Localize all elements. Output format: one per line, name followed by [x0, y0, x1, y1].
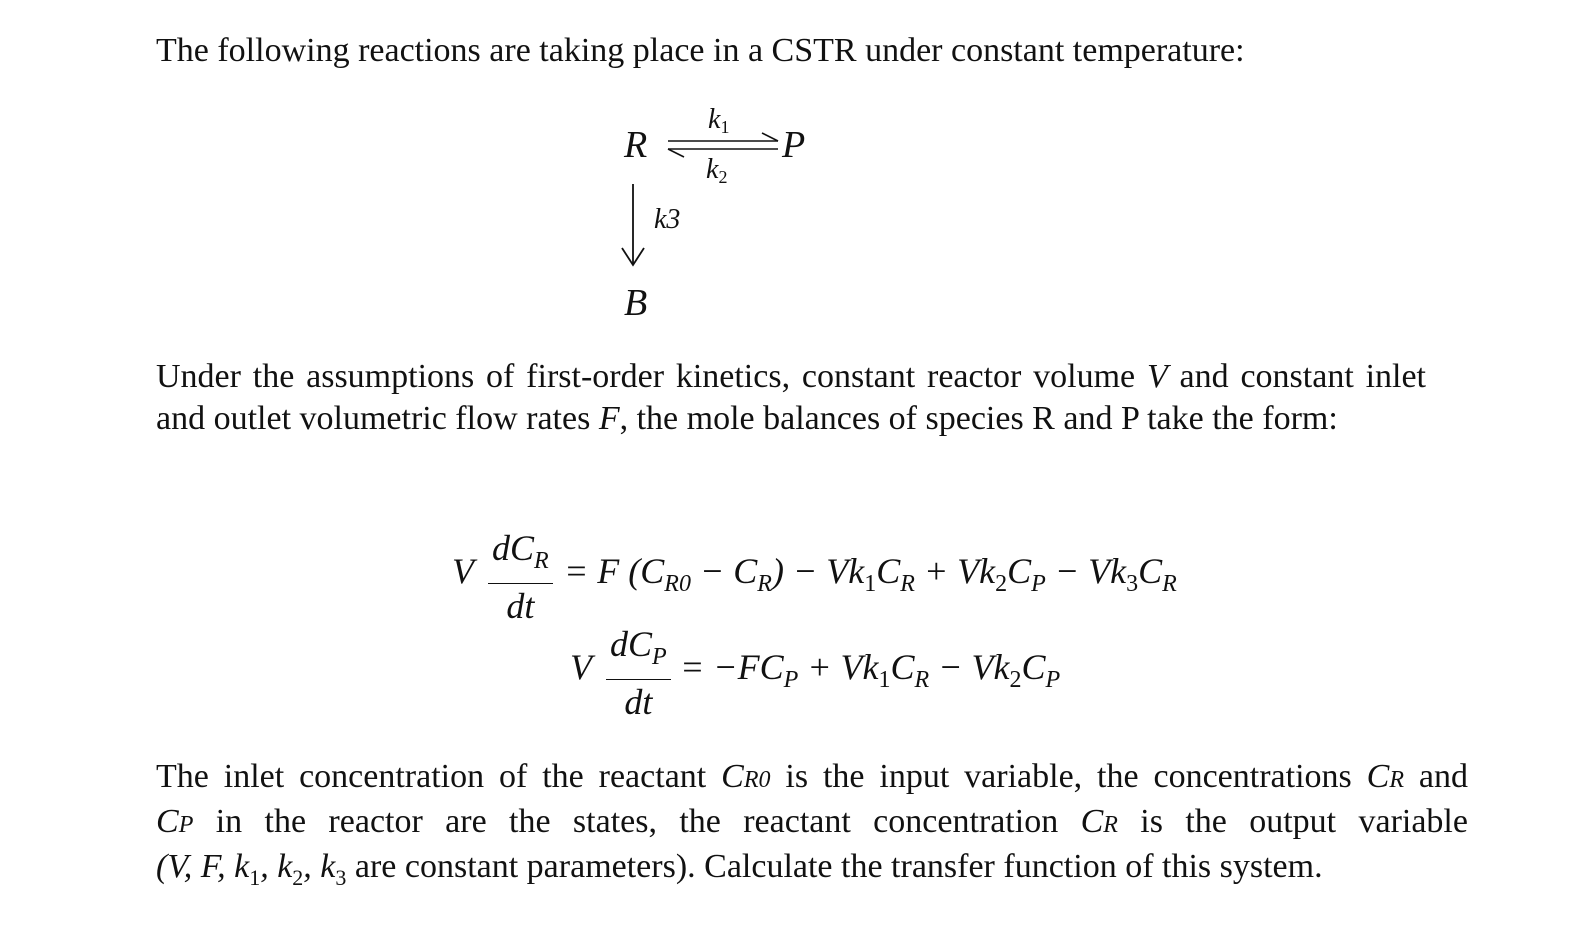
eq1-rhs — [564, 550, 1177, 598]
assumptions-paragraph: Under the assumptions of first-order kinetics, constant reactor volume V and constant inlet and outlet volumetric flow rates F, the mole balances of species R and P take the form: — [156, 358, 1427, 437]
eq1-sub-6: 3 — [1126, 571, 1139, 597]
problem-line-2: CP in the reactor are the states, the reactant concentration CR is the output variable — [156, 803, 1468, 840]
eq2-sub-4: P — [1045, 667, 1061, 693]
eq2-term-2: C — [890, 647, 915, 687]
eq1-term-1: − C — [690, 551, 758, 591]
problem-line-1: The inlet concentration of the reactant CR0 is the input variable, the concentrations CR and — [156, 758, 1468, 795]
eq1-sub-3: R — [900, 571, 915, 597]
eq1-sub-7: R — [1162, 571, 1177, 597]
eq2-term-0: = −FC — [680, 647, 784, 687]
species-b: B — [624, 282, 648, 324]
eq1-term-3: C — [876, 551, 901, 591]
eq1-term-0: = F (C — [564, 551, 665, 591]
eq1-term-2: ) − Vk — [771, 551, 865, 591]
eq1-sub-1: R — [757, 571, 772, 597]
eq1-derivative: $dC_R$ dt — [488, 528, 553, 626]
k1-label: $k_1$ — [708, 104, 730, 137]
species-p: P — [782, 124, 806, 166]
species-r: R — [624, 124, 648, 166]
eq1-term-6: − Vk — [1045, 551, 1127, 591]
eq1-sub-0: R0 — [664, 571, 691, 597]
eq1-sub-2: 1 — [864, 571, 877, 597]
eq2-sub-1: 1 — [878, 667, 891, 693]
reaction-arrows — [0, 0, 1584, 340]
eq2-sub-3: 2 — [1009, 667, 1022, 693]
eq2-lhs-v: V — [570, 647, 592, 687]
eq1-lhs-v: V — [452, 551, 474, 591]
intro-text: The following reactions are taking place in a CSTR under constant temperature: — [156, 32, 1245, 69]
k3-label: k3 — [654, 204, 681, 235]
eq2-rhs — [680, 646, 1060, 694]
eq2-derivative: $dC_P$ dt — [606, 624, 671, 722]
eq1-term-4: + Vk — [914, 551, 996, 591]
forward-arrow-head — [762, 133, 778, 141]
eq1-term-7: C — [1138, 551, 1163, 591]
eq2-term-1: + Vk — [798, 647, 879, 687]
problem-line-3: (V, F, $k_1$, $k_2$, $k_3$ are constant parameters). Calculate the transfer function of this system. — [156, 848, 1323, 890]
reaction-scheme — [0, 0, 1584, 340]
eq1-sub-5: P — [1031, 571, 1046, 597]
eq2-term-3: − Vk — [929, 647, 1010, 687]
eq2-sub-0: P — [783, 667, 799, 693]
eq2-sub-2: R — [914, 667, 930, 693]
reverse-arrow-head — [668, 149, 684, 157]
k2-label: $k_2$ — [706, 154, 728, 187]
eq1-sub-4: 2 — [995, 571, 1008, 597]
eq1-term-5: C — [1007, 551, 1032, 591]
problem-paragraph — [156, 756, 1468, 899]
eq2-term-4: C — [1021, 647, 1046, 687]
